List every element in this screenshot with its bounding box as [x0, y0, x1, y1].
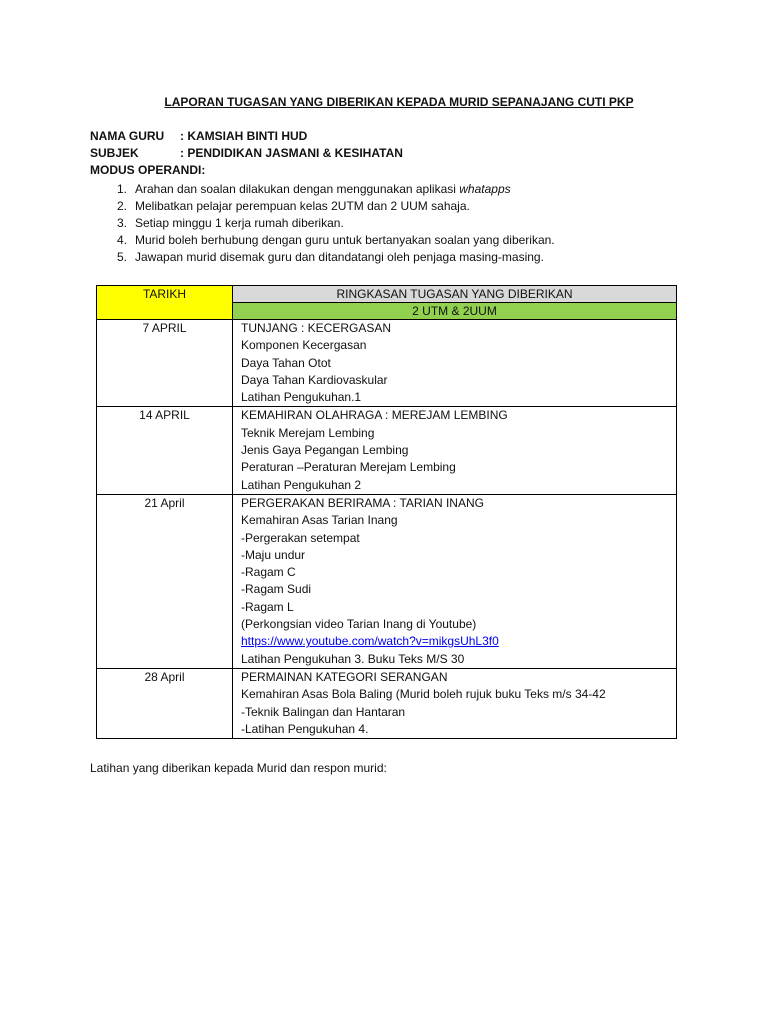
teacher-value: : KAMSIAH BINTI HUD: [180, 129, 308, 143]
row-date: 14 APRIL: [97, 407, 233, 494]
row-content: TUNJANG : KECERGASAN Komponen Kecergasan Daya Tahan Otot Daya Tahan Kardiovaskular Latihan Pengukuhan.1: [233, 320, 677, 407]
teacher-line: [90, 129, 307, 143]
report-title: LAPORAN TUGASAN YANG DIBERIKAN KEPADA MURID SEPANAJANG CUTI PKP: [164, 95, 634, 109]
modus-list: [90, 181, 555, 266]
subject-value: : PENDIDIKAN JASMANI & KESIHATAN: [180, 146, 403, 160]
list-item: 5. Jawapan murid disemak guru dan ditandatangi oleh penjaga masing-masing.: [117, 250, 544, 264]
table-row: [97, 494, 677, 668]
list-item: 1. Arahan dan soalan dilakukan dengan menggunakan aplikasi whatapps: [117, 182, 511, 196]
row-date: 28 April: [97, 668, 233, 738]
table-row: [97, 407, 677, 494]
row-date: 21 April: [97, 494, 233, 668]
assignment-table: [96, 285, 677, 739]
list-item: 4. Murid boleh berhubung dengan guru untuk bertanyakan soalan yang diberikan.: [117, 233, 555, 247]
header-summary: RINGKASAN TUGASAN YANG DIBERIKAN: [233, 286, 677, 303]
table-row: [97, 668, 677, 738]
teacher-label: NAMA GURU: [90, 129, 165, 143]
header-date: TARIKH: [97, 286, 233, 320]
modus-label: MODUS OPERANDI:: [90, 163, 206, 177]
row-date: 7 APRIL: [97, 320, 233, 407]
list-item: 2. Melibatkan pelajar perempuan kelas 2UTM dan 2 UUM sahaja.: [117, 199, 470, 213]
row-content: PERGERAKAN BERIRAMA : TARIAN INANG Kemahiran Asas Tarian Inang -Pergerakan setempat -Maju undur -Ragam C -Ragam Sudi -Ragam L (Perkongsian video Tarian Inang di Youtube) https://www.youtube.com/watch?v=mikgsUhL3f0 Latihan Pengukuhan 3. Buku Teks M/S 30: [233, 494, 677, 668]
list-item: 3. Setiap minggu 1 kerja rumah diberikan.: [117, 216, 344, 230]
subject-label: SUBJEK: [90, 146, 139, 160]
row-content: PERMAINAN KATEGORI SERANGAN Kemahiran Asas Bola Baling (Murid boleh rujuk buku Teks m/s 34-42 -Teknik Balingan dan Hantaran -Latihan Pengukuhan 4.: [233, 668, 677, 738]
table-row: [97, 320, 677, 407]
header-classes: 2 UTM & 2UUM: [233, 303, 677, 320]
row-content: KEMAHIRAN OLAHRAGA : MEREJAM LEMBING Teknik Merejam Lembing Jenis Gaya Pegangan Lembing Peraturan –Peraturan Merejam Lembing Latihan Pengukuhan 2: [233, 407, 677, 494]
footer-text: Latihan yang diberikan kepada Murid dan respon murid:: [90, 761, 387, 775]
subject-line: [90, 146, 403, 160]
youtube-link[interactable]: https://www.youtube.com/watch?v=mikgsUhL3f0: [241, 634, 499, 649]
